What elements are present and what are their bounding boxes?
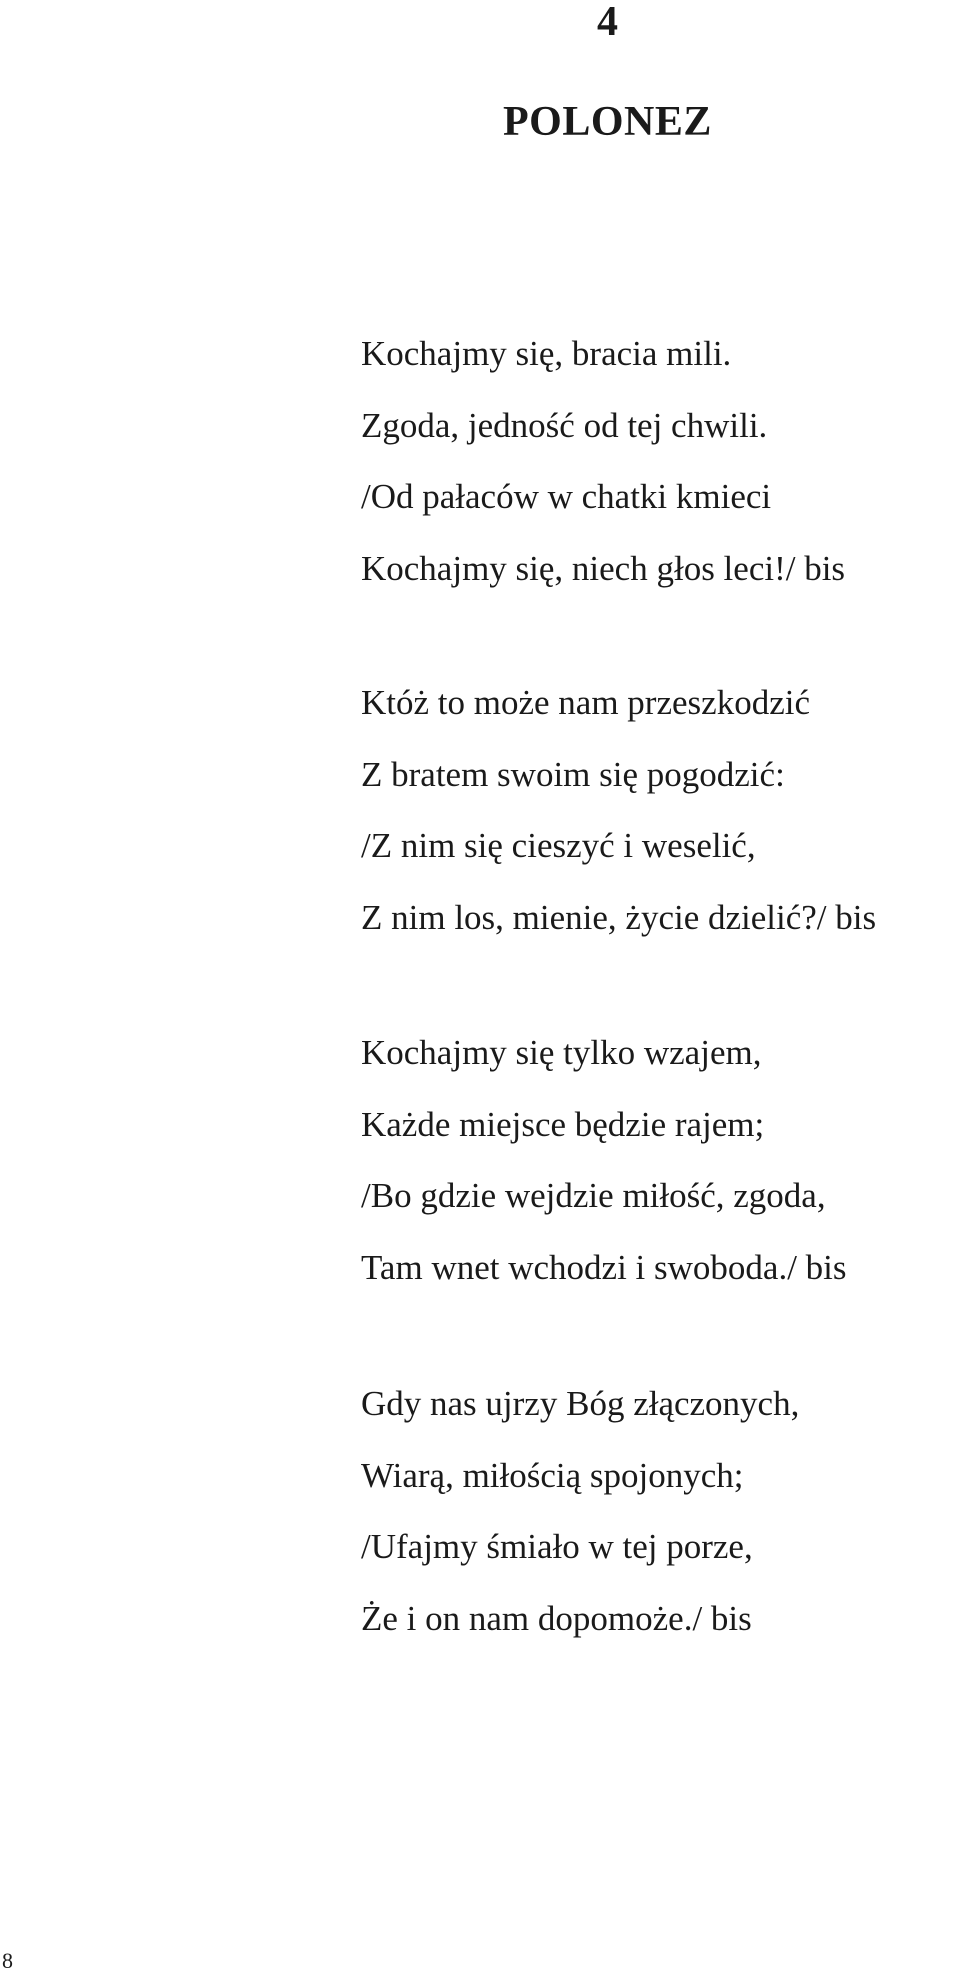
song-number: 4	[597, 0, 618, 45]
verse-line: /Od pałaców w chatki kmieci	[361, 477, 772, 516]
verse-line: Kochajmy się, niech głos leci!/ bis	[361, 548, 846, 588]
verse-line: Któż to może nam przeszkodzić	[361, 683, 810, 722]
verse-line: Każde miejsce będzie rajem;	[361, 1104, 765, 1144]
verse-line: Kochajmy się tylko wzajem,	[361, 1033, 762, 1072]
verse-line: Kochajmy się, bracia mili.	[361, 334, 732, 373]
verse-line: Gdy nas ujrzy Bóg złączonych,	[361, 1384, 800, 1423]
stanza	[361, 1368, 799, 1654]
page-number: 8	[2, 1948, 13, 1973]
verse-line: Z nim los, mienie, życie dzielić?/ bis	[361, 897, 877, 937]
verse-line: Z bratem swoim się pogodzić:	[361, 754, 785, 794]
verse-line: Wiarą, miłością spojonych;	[361, 1455, 744, 1495]
stanza	[361, 318, 845, 604]
verse-line: Że i on nam dopomoże./ bis	[361, 1598, 752, 1638]
verse-line: Zgoda, jedność od tej chwili.	[361, 405, 768, 445]
verse-line: /Bo gdzie wejdzie miłość, zgoda,	[361, 1176, 826, 1215]
verse-line: Tam wnet wchodzi i swoboda./ bis	[361, 1247, 847, 1287]
stanza	[361, 667, 876, 953]
verse-line: /Ufajmy śmiało w tej porze,	[361, 1527, 753, 1566]
stanza	[361, 1017, 847, 1303]
song-title: POLONEZ	[503, 99, 712, 145]
verse-line: /Z nim się cieszyć i weselić,	[361, 826, 756, 865]
